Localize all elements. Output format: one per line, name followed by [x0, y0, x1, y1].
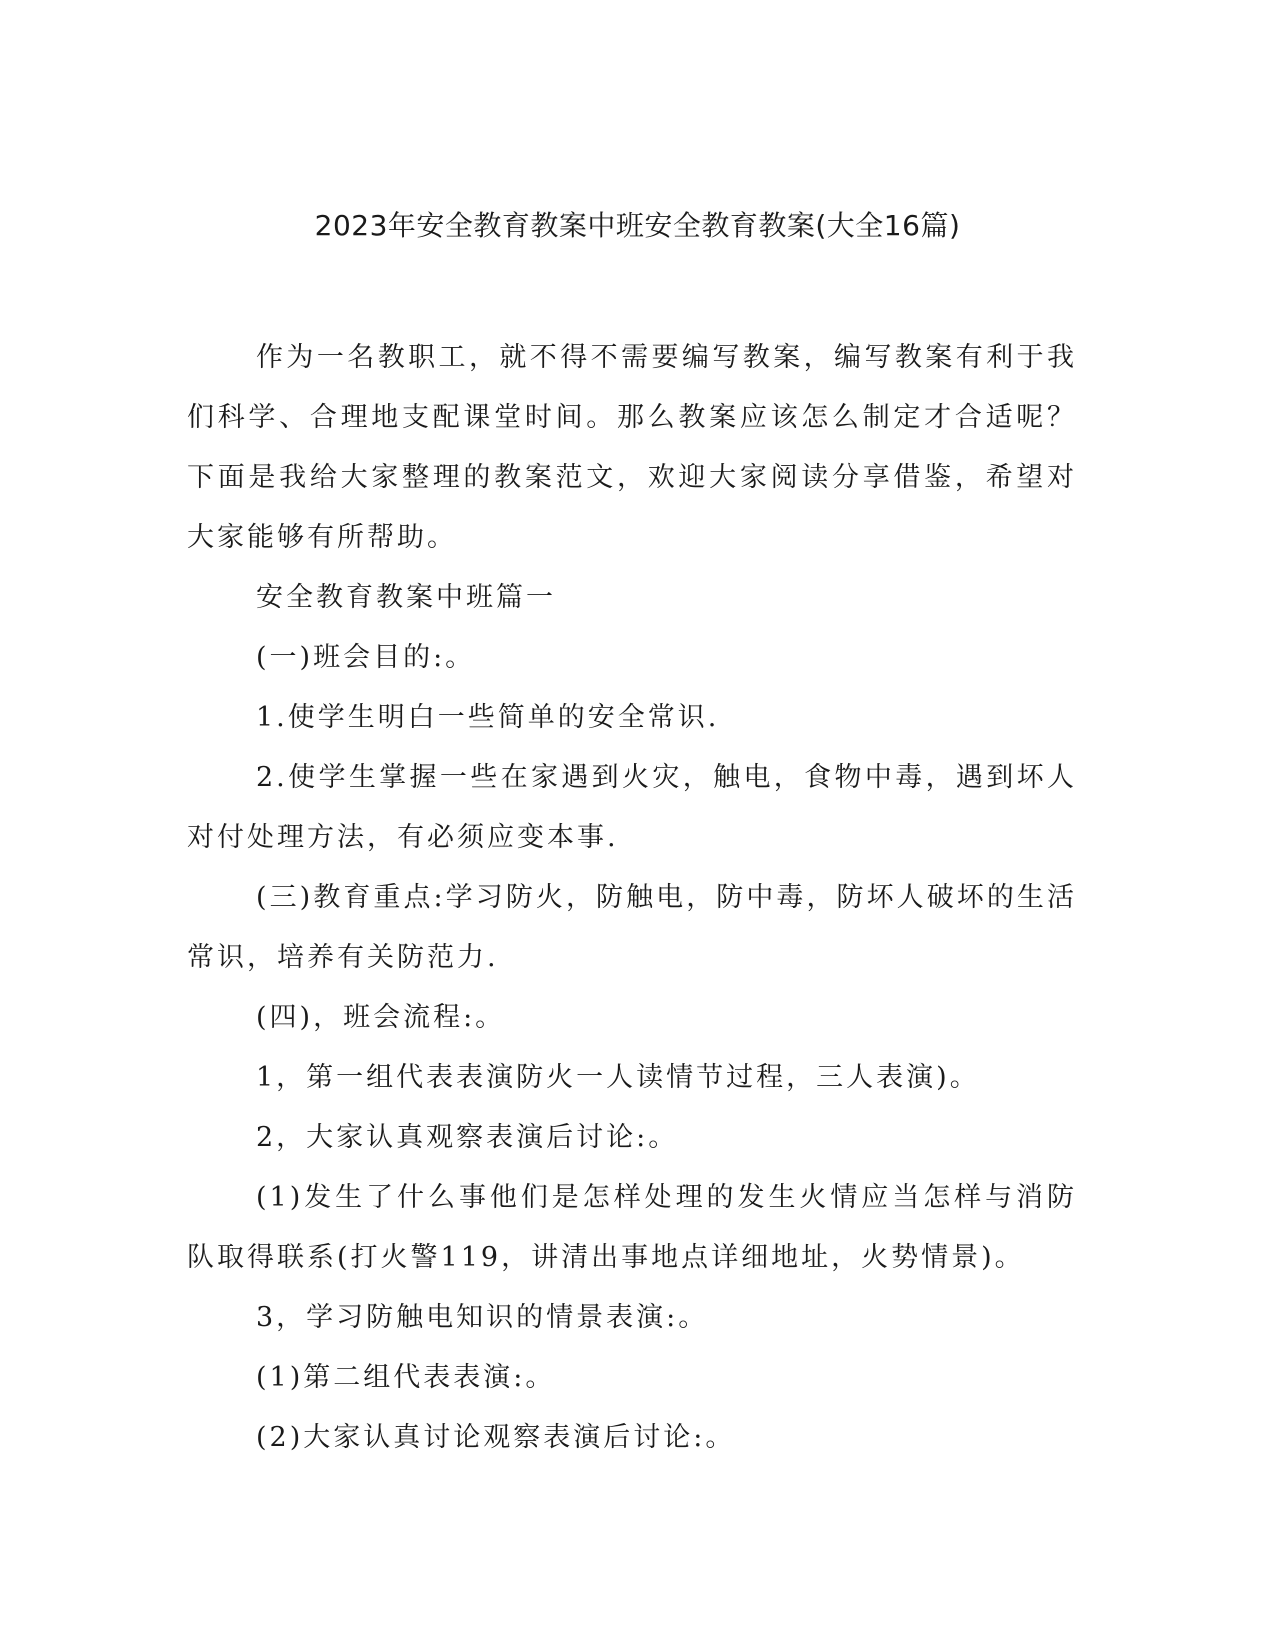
paragraph: (四)，班会流程:。: [256, 1002, 506, 1033]
intro-paragraph: 作为一名教职工，就不得不需要编写教案，编写教案有利于我们科学、合理地支配课堂时间。那么教案应该怎么制定才合适呢？下面是我给大家整理的教案范文，欢迎大家阅读分享借鉴，希望对大家能够有所帮助。: [187, 342, 1077, 553]
paragraph: 3，学习防触电知识的情景表演:。: [256, 1302, 709, 1333]
document-title: 2023年安全教育教案中班安全教育教案(大全16篇): [314, 209, 961, 242]
paragraph: (1)第二组代表表演:。: [256, 1362, 556, 1393]
paragraph: 2.使学生掌握一些在家遇到火灾，触电，食物中毒，遇到坏人对付处理方法，有必须应变本事.: [187, 762, 1077, 853]
paragraph: (一)班会目的:。: [256, 642, 476, 673]
paragraph: (1)发生了什么事他们是怎样处理的发生火情应当怎样与消防队取得联系(打火警119，讲清出事地点详细地址，火势情景)。: [187, 1182, 1077, 1273]
paragraph: (三)教育重点:学习防火，防触电，防中毒，防坏人破坏的生活常识，培养有关防范力.: [187, 882, 1077, 973]
paragraph: 1.使学生明白一些简单的安全常识.: [256, 702, 720, 733]
paragraph: 1，第一组代表表演防火一人读情节过程，三人表演)。: [256, 1062, 980, 1093]
paragraph: 2，大家认真观察表演后讨论:。: [256, 1122, 679, 1153]
document-body: [187, 328, 1077, 1468]
section-heading: 安全教育教案中班篇一: [256, 582, 556, 613]
paragraph: (2)大家认真讨论观察表演后讨论:。: [256, 1422, 736, 1453]
